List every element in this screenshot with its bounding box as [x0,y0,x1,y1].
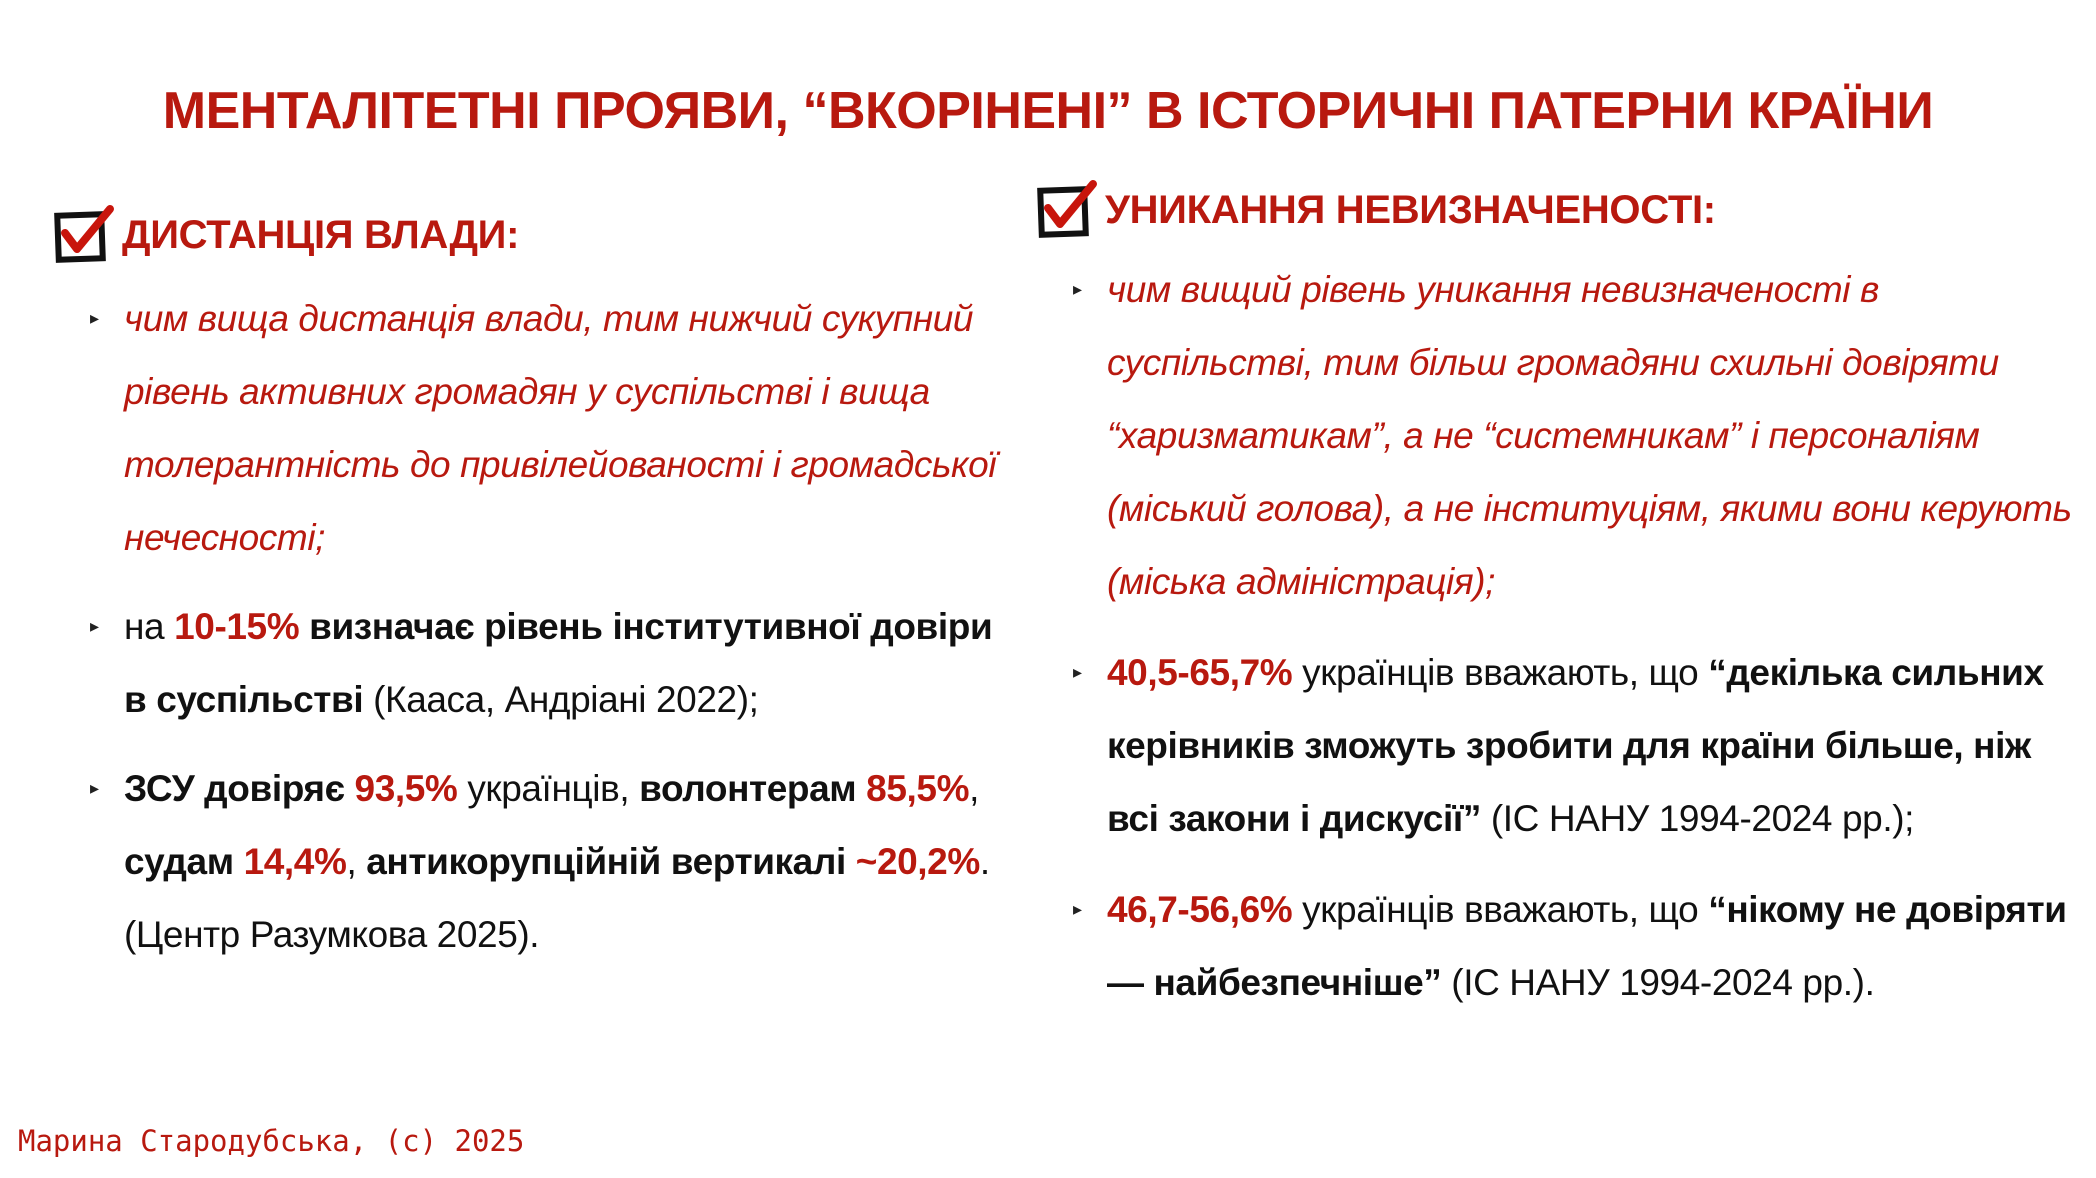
bullet-text: чим вищий рівень уникання невизначеності в суспільстві, тим більш громадяни схильні довіряти “харизматикам”, а не “системникам” і персоналіям (міський голова), а не інституціям, якими вони керують (міська адміністрація); [1107,269,2072,602]
section-title: ДИСТАНЦІЯ ВЛАДИ: [122,212,520,257]
stat-value: 46,7-56,6% [1107,889,1293,930]
bullet-arrow-icon: ▸ [90,308,99,328]
bullet-text-bold: визначає рівень інститутивної довіри в суспільстві [124,606,993,720]
checked-box-icon [52,203,116,267]
bullet-arrow-icon: ▸ [90,778,99,798]
list-item [52,282,1012,574]
list-item [1035,873,2075,1019]
citation: (Кааса, Андріані 2022); [363,679,759,720]
uncertainty-avoidance-section [1035,175,2075,1037]
citation: (ІС НАНУ 1994-2024 рр.); [1480,798,1915,839]
bullet-arrow-icon: ▸ [1073,279,1082,299]
list-item [1035,253,2075,618]
bullet-text: українців вважають, що [1292,889,1709,930]
bullet-arrow-icon: ▸ [1073,662,1082,682]
stat-value: 93,5% [354,768,458,809]
list-item [1035,636,2075,855]
bullet-text: , [969,768,979,809]
citation: . (Центр Разумкова 2025). [124,841,990,955]
bullet-text: на [124,606,175,647]
section-header [52,200,1012,270]
stat-value: 40,5-65,7% [1107,652,1293,693]
bullet-list [1035,253,2075,1019]
list-item [52,590,1012,736]
bullet-text [234,841,244,882]
quote-text: “нікому не довіряти — найбезпечніше” [1107,889,2067,1003]
quote-text: “декілька сильних керівників зможуть зробити для країни більше, ніж всі закони і дискусії” [1107,652,2044,839]
bullet-text: чим вища дистанція влади, тим нижчий сукупний рівень активних громадян у суспільстві і вища толерантність до привілейованості і громадської нечесності; [124,298,997,558]
author-footer: Марина Стародубська, (с) 2025 [18,1124,525,1158]
bullet-text: українців, [457,768,640,809]
bullet-text-bold: волонтерам [639,768,857,809]
bullet-list [52,282,1012,971]
citation: (ІС НАНУ 1994-2024 рр.). [1441,962,1875,1003]
bullet-arrow-icon: ▸ [90,616,99,636]
stat-value: 10-15% [174,606,300,647]
stat-value: 14,4% [243,841,347,882]
bullet-text-bold: антикорупційній вертикалі [366,841,846,882]
section-header [1035,175,2075,245]
slide-title: МЕНТАЛІТЕТНІ ПРОЯВИ, “ВКОРІНЕНІ” В ІСТОРИЧНІ ПАТЕРНИ КРАЇНИ [162,81,1934,140]
bullet-text: , [346,841,367,882]
checked-box-icon [1035,178,1099,242]
bullet-text-bold: ЗСУ довіряє [124,768,355,809]
stat-value: ~20,2% [855,841,980,882]
bullet-text [856,768,866,809]
power-distance-section [52,200,1012,987]
bullet-arrow-icon: ▸ [1073,899,1082,919]
section-title: УНИКАННЯ НЕВИЗНАЧЕНОСТІ: [1105,187,1716,232]
stat-value: 85,5% [866,768,970,809]
bullet-text [846,841,856,882]
bullet-text: українців вважають, що [1292,652,1709,693]
bullet-text-bold: судам [124,841,234,882]
list-item [52,752,1012,971]
